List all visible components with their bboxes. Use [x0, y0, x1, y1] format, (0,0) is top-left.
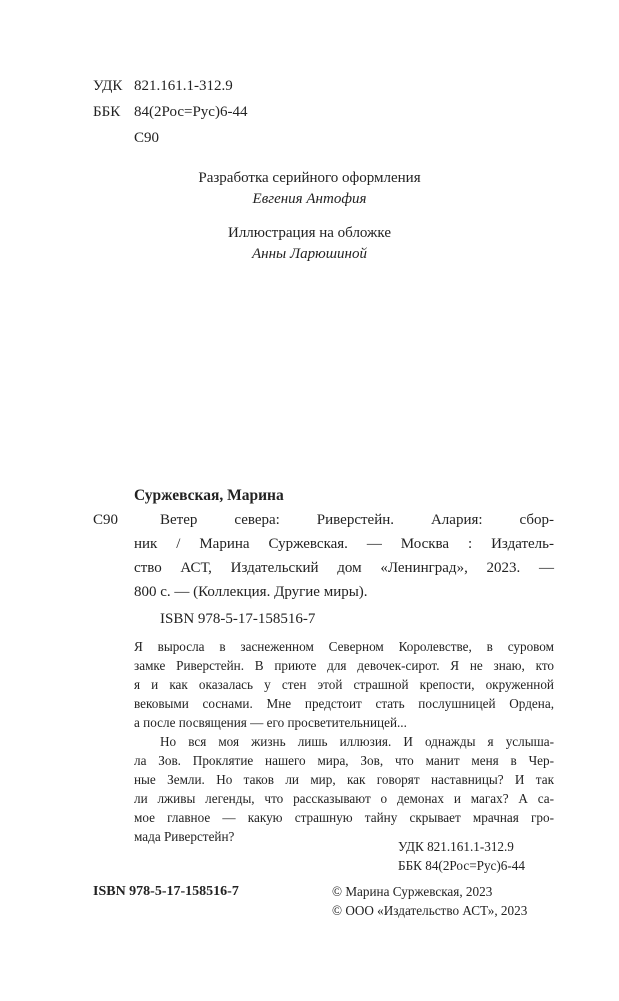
annotation-line: Но вся моя жизнь лишь иллюзия. И однажды я услыша-	[160, 734, 554, 749]
annotation-line: мое главное — какую страшную тайну скрывает мрачная гро-	[134, 810, 554, 825]
cover-illustration-name: Анны Ларюшиной	[252, 246, 367, 262]
series-design-label: Разработка серийного оформления	[198, 170, 421, 186]
record-line: 800 с. — (Коллекция. Другие миры).	[134, 584, 368, 600]
annotation-line: ли лживы легенды, что рассказывают о демонах и магах? А са-	[134, 791, 554, 806]
author-sign: С90	[134, 130, 160, 146]
annotation-line: замке Риверстейн. В приюте для девочек-сирот. Я не знаю, кто	[134, 658, 554, 673]
cover-illustration-label: Иллюстрация на обложке	[227, 225, 391, 241]
series-design-name: Евгения Антофия	[252, 191, 367, 207]
record-isbn: ISBN 978-5-17-158516-7	[160, 611, 316, 627]
copyright-publisher: © ООО «Издательство АСТ», 2023	[332, 903, 528, 918]
copyright-author: © Марина Суржевская, 2023	[332, 884, 493, 899]
record-line: Ветер севера: Риверстейн. Алария: сбор-	[160, 512, 554, 528]
record-author-sign: С90	[93, 512, 119, 528]
annotation-bbk: ББК 84(2Рос=Рус)6-44	[398, 858, 525, 873]
annotation-line: вековыми соснами. Мне предстоит стать послушницей Ордена,	[134, 696, 554, 711]
annotation-line: а после посвящения — его просветительницей...	[134, 715, 407, 730]
udk-label: УДК	[93, 78, 123, 94]
annotation-line: ла Зов. Проклятие нашего мира, Зов, что манит меня в Чер-	[134, 753, 554, 768]
annotation-line: я и как оказалась у стен этой страшной крепости, окруженной	[134, 677, 554, 692]
footer-isbn: ISBN 978-5-17-158516-7	[93, 884, 239, 899]
annotation-line: мада Риверстейн?	[134, 829, 235, 844]
record-line: ник / Марина Суржевская. — Москва : Издатель-	[134, 536, 554, 552]
record-line: ство АСТ, Издательский дом «Ленинград», 2023. —	[134, 560, 554, 576]
record-heading: Суржевская, Марина	[134, 487, 284, 504]
annotation-line: ные Земли. Но таков ли мир, как говорят наставницы? И так	[134, 772, 554, 787]
annotation-udk: УДК 821.161.1-312.9	[398, 839, 514, 854]
bbk-label: ББК	[93, 104, 121, 120]
bbk-value: 84(2Рос=Рус)6-44	[134, 104, 248, 120]
annotation-line: Я выросла в заснеженном Северном Королевстве, в суровом	[134, 639, 554, 654]
udk-value: 821.161.1-312.9	[134, 78, 233, 94]
